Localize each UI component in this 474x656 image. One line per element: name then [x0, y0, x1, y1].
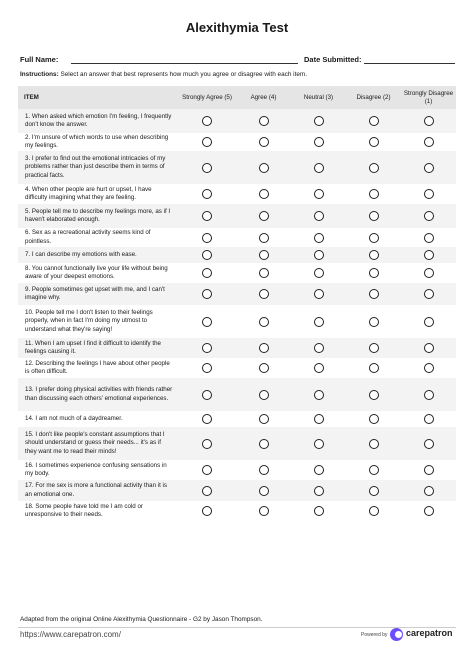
table-row: [18, 338, 456, 358]
table-row: [18, 501, 456, 521]
radio-agree[interactable]: [259, 390, 269, 400]
answer-cell: [236, 411, 291, 427]
radio-strongly-agree[interactable]: [202, 233, 212, 243]
answer-cell: [401, 427, 456, 460]
answer-cell: [401, 378, 456, 411]
radio-neutral[interactable]: [314, 189, 324, 199]
radio-strongly-disagree[interactable]: [424, 250, 434, 260]
radio-neutral[interactable]: [314, 486, 324, 496]
radio-strongly-disagree[interactable]: [424, 211, 434, 221]
answer-cell: [178, 338, 236, 358]
answer-cell: [291, 151, 346, 184]
full-name-line[interactable]: [71, 63, 298, 64]
radio-neutral[interactable]: [314, 163, 324, 173]
radio-agree[interactable]: [259, 439, 269, 449]
answer-cell: [346, 338, 401, 358]
answer-cell: [236, 184, 291, 204]
answer-cell: [236, 358, 291, 378]
radio-disagree[interactable]: [369, 289, 379, 299]
table-row: [18, 151, 456, 184]
answer-cell: [401, 283, 456, 305]
radio-strongly-disagree[interactable]: [424, 390, 434, 400]
answer-cell: [236, 151, 291, 184]
table-row: [18, 378, 456, 411]
answer-cell: [346, 411, 401, 427]
radio-neutral[interactable]: [314, 268, 324, 278]
table-row: [18, 283, 456, 305]
answer-cell: [236, 109, 291, 133]
item-text: 10. People tell me I don't listen to their feelings properly, when in fact I'm doing my utmost to understand what they're saying!: [18, 305, 178, 338]
answer-cell: [236, 247, 291, 263]
answer-cell: [346, 427, 401, 460]
radio-neutral[interactable]: [314, 343, 324, 353]
answer-cell: [236, 228, 291, 247]
table-row: [18, 358, 456, 378]
radio-disagree[interactable]: [369, 116, 379, 126]
radio-agree[interactable]: [259, 233, 269, 243]
item-text: 4. When other people are hurt or upset, I have difficulty imagining what they are feeling.: [18, 184, 178, 204]
radio-strongly-agree[interactable]: [202, 343, 212, 353]
radio-agree[interactable]: [259, 268, 269, 278]
radio-agree[interactable]: [259, 414, 269, 424]
radio-strongly-disagree[interactable]: [424, 268, 434, 278]
answer-cell: [401, 151, 456, 184]
answer-cell: [178, 247, 236, 263]
answer-cell: [236, 263, 291, 283]
answer-cell: [346, 263, 401, 283]
table-row: [18, 228, 456, 247]
radio-neutral[interactable]: [314, 465, 324, 475]
radio-disagree[interactable]: [369, 486, 379, 496]
instructions-text: Select an answer that best represents how much you agree or disagree with each item.: [58, 71, 308, 78]
answer-cell: [401, 184, 456, 204]
answer-cell: [346, 109, 401, 133]
answer-cell: [291, 427, 346, 460]
page-title: Alexithymia Test: [185, 20, 289, 35]
answer-cell: [291, 460, 346, 480]
answer-cell: [178, 427, 236, 460]
answer-cell: [291, 247, 346, 263]
answer-cell: [346, 460, 401, 480]
answer-cell: [178, 305, 236, 338]
radio-agree[interactable]: [259, 137, 269, 147]
answer-cell: [401, 247, 456, 263]
answer-cell: [236, 338, 291, 358]
radio-agree[interactable]: [259, 465, 269, 475]
radio-strongly-agree[interactable]: [202, 137, 212, 147]
radio-agree[interactable]: [259, 343, 269, 353]
answer-cell: [178, 228, 236, 247]
answer-cell: [401, 305, 456, 338]
answer-cell: [236, 460, 291, 480]
table-row: [18, 109, 456, 133]
radio-strongly-agree[interactable]: [202, 163, 212, 173]
answer-cell: [346, 283, 401, 305]
item-text: 14. I am not much of a daydreamer.: [18, 411, 178, 427]
answer-cell: [401, 411, 456, 427]
answer-cell: [291, 133, 346, 151]
full-name-label: Full Name:: [20, 55, 59, 64]
item-text: 16. I sometimes experience confusing sensations in my body.: [18, 460, 178, 480]
radio-strongly-agree[interactable]: [202, 116, 212, 126]
answer-cell: [401, 501, 456, 521]
answer-cell: [291, 411, 346, 427]
answer-cell: [401, 263, 456, 283]
answer-cell: [346, 501, 401, 521]
radio-agree[interactable]: [259, 486, 269, 496]
table-row: [18, 133, 456, 151]
radio-agree[interactable]: [259, 363, 269, 373]
radio-disagree[interactable]: [369, 363, 379, 373]
answer-cell: [236, 427, 291, 460]
answer-cell: [401, 204, 456, 228]
radio-strongly-disagree[interactable]: [424, 343, 434, 353]
answer-cell: [236, 501, 291, 521]
radio-strongly-agree[interactable]: [202, 363, 212, 373]
answer-cell: [178, 378, 236, 411]
radio-disagree[interactable]: [369, 250, 379, 260]
item-text: 15. I don't like people's constant assumptions that I should understand or guess their needs... it's as if they want me to read their minds!: [18, 427, 178, 460]
table-row: [18, 427, 456, 460]
radio-disagree[interactable]: [369, 268, 379, 278]
radio-disagree[interactable]: [369, 317, 379, 327]
radio-strongly-agree[interactable]: [202, 289, 212, 299]
answer-cell: [346, 480, 401, 501]
radio-disagree[interactable]: [369, 211, 379, 221]
answer-cell: [291, 378, 346, 411]
answer-cell: [346, 247, 401, 263]
radio-disagree[interactable]: [369, 506, 379, 516]
answer-cell: [291, 501, 346, 521]
instructions-label: Instructions:: [20, 71, 59, 78]
radio-agree[interactable]: [259, 289, 269, 299]
answer-cell: [346, 151, 401, 184]
column-header-neutral: Neutral (3): [291, 86, 346, 109]
adapted-note: Adapted from the original Online Alexithymia Questionnaire - G2 by Jason Thompson.: [20, 616, 263, 623]
radio-neutral[interactable]: [314, 116, 324, 126]
answer-cell: [291, 204, 346, 228]
radio-disagree[interactable]: [369, 343, 379, 353]
answer-cell: [291, 228, 346, 247]
radio-strongly-agree[interactable]: [202, 506, 212, 516]
answer-cell: [236, 283, 291, 305]
answer-cell: [236, 204, 291, 228]
radio-strongly-agree[interactable]: [202, 211, 212, 221]
item-text: 1. When asked which emotion I'm feeling, I frequently don't know the answer.: [18, 109, 178, 133]
radio-neutral[interactable]: [314, 506, 324, 516]
date-submitted-line[interactable]: [364, 63, 455, 64]
radio-strongly-agree[interactable]: [202, 465, 212, 475]
answer-cell: [346, 228, 401, 247]
item-text: 5. People tell me to describe my feelings more, as if I haven't elaborated enough.: [18, 204, 178, 228]
radio-strongly-disagree[interactable]: [424, 137, 434, 147]
answer-cell: [291, 358, 346, 378]
table-row: [18, 247, 456, 263]
answer-cell: [401, 338, 456, 358]
radio-neutral[interactable]: [314, 137, 324, 147]
answer-cell: [291, 480, 346, 501]
radio-strongly-agree[interactable]: [202, 189, 212, 199]
answer-cell: [401, 460, 456, 480]
answer-cell: [178, 411, 236, 427]
radio-strongly-disagree[interactable]: [424, 486, 434, 496]
answer-cell: [178, 133, 236, 151]
table-row: [18, 460, 456, 480]
table-row: [18, 411, 456, 427]
answer-cell: [346, 204, 401, 228]
answer-cell: [346, 133, 401, 151]
item-text: 3. I prefer to find out the emotional intricacies of my problems rather than just describe them in terms of practical facts.: [18, 151, 178, 184]
item-text: 11. When I am upset I find it difficult to identify the feelings causing it.: [18, 338, 178, 358]
radio-neutral[interactable]: [314, 289, 324, 299]
table-row: [18, 263, 456, 283]
questionnaire-table: [18, 86, 456, 521]
answer-cell: [178, 460, 236, 480]
radio-strongly-agree[interactable]: [202, 390, 212, 400]
answer-cell: [401, 228, 456, 247]
item-text: 12. Describing the feelings I have about other people is often difficult.: [18, 358, 178, 378]
table-row: [18, 184, 456, 204]
item-text: 18. Some people have told me I am cold or unresponsive to their needs.: [18, 501, 178, 521]
radio-strongly-disagree[interactable]: [424, 163, 434, 173]
radio-disagree[interactable]: [369, 414, 379, 424]
answer-cell: [236, 133, 291, 151]
radio-strongly-disagree[interactable]: [424, 414, 434, 424]
radio-strongly-disagree[interactable]: [424, 465, 434, 475]
radio-disagree[interactable]: [369, 163, 379, 173]
answer-cell: [401, 133, 456, 151]
answer-cell: [178, 151, 236, 184]
radio-strongly-disagree[interactable]: [424, 317, 434, 327]
powered-by-label: Powered by: [361, 632, 388, 638]
answer-cell: [178, 184, 236, 204]
radio-agree[interactable]: [259, 211, 269, 221]
footer-divider: [18, 627, 456, 628]
radio-agree[interactable]: [259, 189, 269, 199]
answer-cell: [291, 263, 346, 283]
radio-strongly-disagree[interactable]: [424, 363, 434, 373]
answer-cell: [291, 184, 346, 204]
carepatron-logo-icon: [390, 628, 403, 641]
answer-cell: [178, 283, 236, 305]
answer-cell: [236, 480, 291, 501]
radio-disagree[interactable]: [369, 465, 379, 475]
column-header-item: ITEM: [18, 86, 178, 109]
item-text: 6. Sex as a recreational activity seems kind of pointless.: [18, 228, 178, 247]
answer-cell: [346, 305, 401, 338]
radio-agree[interactable]: [259, 250, 269, 260]
column-header-agree: Agree (4): [236, 86, 291, 109]
table-row: [18, 204, 456, 228]
answer-cell: [346, 378, 401, 411]
radio-agree[interactable]: [259, 506, 269, 516]
answer-cell: [178, 501, 236, 521]
radio-disagree[interactable]: [369, 189, 379, 199]
item-text: 9. People sometimes get upset with me, and I can't imagine why.: [18, 283, 178, 305]
radio-neutral[interactable]: [314, 363, 324, 373]
answer-cell: [401, 358, 456, 378]
radio-strongly-agree[interactable]: [202, 486, 212, 496]
answer-cell: [346, 358, 401, 378]
radio-neutral[interactable]: [314, 317, 324, 327]
table-row: [18, 480, 456, 501]
answer-cell: [178, 358, 236, 378]
item-text: 7. I can describe my emotions with ease.: [18, 247, 178, 263]
answer-cell: [178, 204, 236, 228]
column-header-strongly-agree: Strongly Agree (5): [178, 86, 236, 109]
item-text: 2. I'm unsure of which words to use when describing my feelings.: [18, 133, 178, 151]
radio-neutral[interactable]: [314, 250, 324, 260]
date-submitted-label: Date Submitted:: [304, 55, 362, 64]
radio-neutral[interactable]: [314, 414, 324, 424]
radio-neutral[interactable]: [314, 211, 324, 221]
radio-disagree[interactable]: [369, 233, 379, 243]
radio-strongly-agree[interactable]: [202, 317, 212, 327]
item-text: 8. You cannot functionally live your life without being aware of your deepest emotions.: [18, 263, 178, 283]
radio-disagree[interactable]: [369, 390, 379, 400]
column-header-strongly-disagree: Strongly Disagree (1): [401, 86, 456, 109]
answer-cell: [236, 305, 291, 338]
radio-agree[interactable]: [259, 116, 269, 126]
item-text: 13. I prefer doing physical activities with friends rather than discussing each others' emotional experiences.: [18, 378, 178, 411]
radio-neutral[interactable]: [314, 233, 324, 243]
radio-strongly-agree[interactable]: [202, 268, 212, 278]
answer-cell: [401, 480, 456, 501]
table-row: [18, 305, 456, 338]
instructions: [20, 71, 307, 78]
radio-strongly-disagree[interactable]: [424, 439, 434, 449]
radio-neutral[interactable]: [314, 390, 324, 400]
carepatron-link[interactable]: https://www.carepatron.com/: [20, 630, 121, 639]
answer-cell: [291, 283, 346, 305]
table-header-row: [18, 86, 456, 109]
radio-strongly-disagree[interactable]: [424, 189, 434, 199]
answer-cell: [291, 109, 346, 133]
radio-disagree[interactable]: [369, 137, 379, 147]
radio-strongly-disagree[interactable]: [424, 289, 434, 299]
answer-cell: [178, 480, 236, 501]
answer-cell: [178, 109, 236, 133]
answer-cell: [236, 378, 291, 411]
answer-cell: [291, 305, 346, 338]
radio-strongly-agree[interactable]: [202, 439, 212, 449]
radio-neutral[interactable]: [314, 439, 324, 449]
radio-strongly-disagree[interactable]: [424, 506, 434, 516]
carepatron-brand: carepatron: [406, 628, 453, 638]
column-header-disagree: Disagree (2): [346, 86, 401, 109]
radio-disagree[interactable]: [369, 439, 379, 449]
answer-cell: [291, 338, 346, 358]
radio-strongly-agree[interactable]: [202, 250, 212, 260]
radio-strongly-disagree[interactable]: [424, 233, 434, 243]
answer-cell: [178, 263, 236, 283]
item-text: 17. For me sex is more a functional activity than it is an emotional one.: [18, 480, 178, 501]
answer-cell: [346, 184, 401, 204]
answer-cell: [401, 109, 456, 133]
radio-strongly-disagree[interactable]: [424, 116, 434, 126]
radio-agree[interactable]: [259, 163, 269, 173]
radio-strongly-agree[interactable]: [202, 414, 212, 424]
radio-agree[interactable]: [259, 317, 269, 327]
